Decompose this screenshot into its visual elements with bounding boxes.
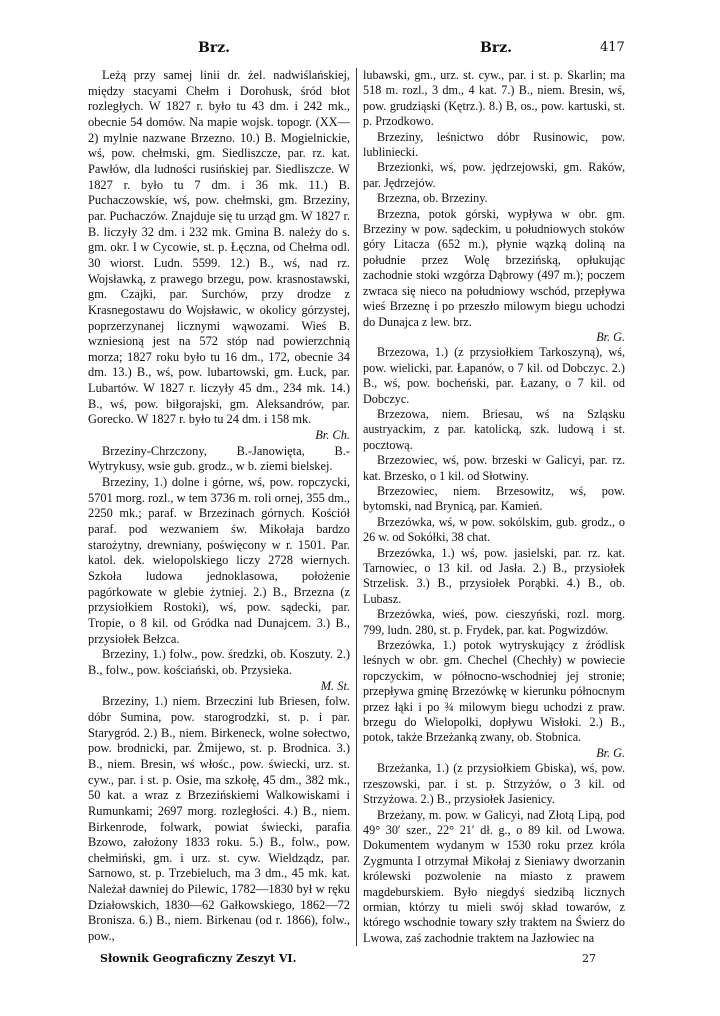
entry-paragraph: Leżą przy samej linii dr. żel. nadwiślańskiej, między stacyami Chełm i Dorohusk, śród błot rozległych. W 1827 r. było tu 43 dm. i 242 mk., obecnie 54 domów. Na mapie wojsk. topogr. (XX—2) mylnie nazwane Brzezno. 10.) B. Mogielnickie, wś, pow. chełmski, gm. Siedliszcze, par. rz. kat. Pawłów, dla ludności rusińskiej par. Siedliszcze. W 1827 r. było tu 7 dm. i 36 mk. 11.) B. Puchaczowskie, wś, pow. chełmski, gm. Brzeziny, par. Puchaczów. Znajduje się tu urząd gm. W 1827 r. B. liczyły 32 dm. i 232 mk. Gmina B. należy do s. gm. okr. I w Cycowie, st. p. Łęczna, od Chełma odl. 30 wiorst. Ludn. 5599. 12.) B., wś, nad rz. Wojsławką, z prawego brzegu, pow. krasnostawski, gm. Czajki, par. Surchów, przy drodze z Krasnegostawu do Wojsławic, w okolicy górzystej, poprzerzynanej licznymi wąwozami. Wieś B. wzniesioną jest na 572 stóp nad powierzchnią morza; 1827 roku było tu 16 dm., 172, obecnie 34 dm. 13.) B., wś, pow. lubartowski, gm. Łuck, par. Lubartów. W 1827 r. liczyły 45 dm., 234 mk. 14.) B., wś, pow. biłgorajski, gm. Aleksandrów, par. Gorecko. W 1827 r. było tu 24 dm. i 158 mk. <box>88 68 350 427</box>
entry-paragraph: Brzeziny, 1.) dolne i górne, wś, pow. ropczycki, 5701 morg. rozl., w tem 3736 m. roli ornej, 355 dm., 2250 mk.; paraf. w Brzezinach górnych. Kościół paraf. pod wezwaniem św. Mikołaja bardzo starożytny, drewniany, poświęcony w r. 1501. Par. katol. dek. wielopolskiego liczy 2728 wiernych. Szkoła ludowa jednoklasowa, położenie pagórkowate w glebie żytniej. 2.) B., Brzezna (z przysiołkiem Rostoki), wś, pow. sądecki, par. Tropie, o 8 kil. od Gródka nad Dunajcem. 3.) B., przysiołek Bełzca. <box>88 475 350 646</box>
author-signature: Br. G. <box>596 745 625 760</box>
entry-paragraph: Brzezionki, wś, pow. jędrzejowski, gm. Raków, par. Jędrzejów. <box>363 160 625 190</box>
entry-paragraph: Brzeżanka, 1.) (z przysiołkiem Gbiska), wś, pow. rzeszowski, par. i st. p. Strzyżów, o 3 kil. od Strzyżowa. 2.) B., przysiołek Jasienicy. <box>363 761 625 807</box>
entry-paragraph: lubawski, gm., urz. st. cyw., par. i st. p. Skarlin; ma 518 m. rozl., 3 dm., 4 kat. 7.) B., niem. Bresin, wś, pow. grudziąski (Kętrz.). 8.) B, os., pow. kartuski, st. p. Przodkowo. <box>363 68 625 129</box>
left-running-head: Brz. <box>198 40 231 56</box>
column-divider <box>356 68 357 946</box>
left-column <box>88 68 350 945</box>
entry-paragraph: Brzezowiec, wś, pow. brzeski w Galicyi, par. rz. kat. Brzesko, o 1 kil. od Słotwiny. <box>363 453 625 483</box>
author-signature: Br. G. <box>596 329 625 344</box>
entry-paragraph: Brzeziny, 1.) niem. Brzeczini lub Briesen, folw. dóbr Sumina, pow. starogrodzki, st. p. i par. Starygród. 2.) B., niem. Birkeneck, wolne sołectwo, pow. brodnicki, par. Żmijewo, st. p. Brodnica. 3.) B., niem. Bresin, wś włośc., pow. świecki, urz. st. cyw., par. i st. p. Osie, ma szkołę, 45 dm., 382 mk., 50 kat. a wraz z Brzezińskiemi Walkowiskami i Rumunkami; 2697 morg. rozległości. 4.) B., niem. Birkenrode, folwark, powiat świecki, parafia Bzowo, założony 1833 roku. 5.) B., folw., pow. chełmiński, gm. i urz. st. cyw. Wieldządz, par. Sarnowo, st. p. Trzebieluch, ma 3 dm., 45 mk. kat. Należał dawniej do Pilewic, 1782—1830 był w ręku Działowskich, 1830—62 Gałkowskiego, 1862—72 Bronisza. 6.) B., niem. Birkenau (od r. 1866), folw., pow., <box>88 694 350 944</box>
author-signature: Br. Ch. <box>315 428 350 443</box>
entry-paragraph: Brzezówka, wś, w pow. sokólskim, gub. grodz., o 26 w. od Sokółki, 38 chat. <box>363 514 625 545</box>
entry-paragraph: Brzezówka, 1.) wś, pow. jasielski, par. rz. kat. Tarnowiec, o 13 kil. od Jasła. 2.) B., przysiołek Strzelisk. 3.) B., przysiołek Porąbki. 4.) B., ob. Lubasz. <box>363 545 625 606</box>
entry-paragraph: Brzezna, potok górski, wypływa w obr. gm. Brzeziny w pow. sądeckim, u południowych stoków góry Litacza (652 m.), płynie wązką doliną na południe przez Wolę brzezińską, opłukując zachodnie stoki wzgórza Dąbrowy (497 m.); poczem zwraca się nieco na południowy wschód, przepływa wieś Brzeznę i po przeszło milowym biegu uchodzi do Dunajca z lew. brz. <box>363 206 625 329</box>
entry-paragraph: Brzezowiec, niem. Brzesowitz, wś, pow. bytomski, nad Brynicą, par. Kamień. <box>363 483 625 514</box>
page-number: 417 <box>600 40 625 55</box>
entry-paragraph: Brzezówka, wieś, pow. cieszyński, rozl. morg. 799, ludn. 280, st. p. Frydek, par. kat. Pogwizdów. <box>363 607 625 637</box>
entry-paragraph: Brzeziny-Chrzczony, B.-Janowięta, B.-Wytrykusy, wsie gub. grodz., w b. ziemi bielskej. <box>88 443 350 474</box>
sheet-number: 27 <box>582 952 596 965</box>
entry-paragraph: Brzezna, ob. Brzeziny. <box>377 191 488 206</box>
right-running-head: Brz. <box>480 40 513 56</box>
right-column <box>363 68 625 946</box>
entry-paragraph: Brzezowa, 1.) (z przysiołkiem Tarkoszyną), wś, pow. wielicki, par. Łapanów, o 7 kil. od Dobczyc. 2.) B., wś, pow. bocheński, par. Łazany, o 7 kil. od Dobczyc. <box>363 345 625 406</box>
author-signature: M. St. <box>320 678 350 693</box>
entry-paragraph: Brzeziny, 1.) folw., pow. średzki, ob. Koszuty. 2.) B., folw., pow. kościański, ob. Przysieka. <box>88 647 350 677</box>
entry-paragraph: Brzeziny, leśnictwo dóbr Rusinowic, pow. lubliniecki. <box>363 129 625 160</box>
series-footer: Słownik Geograficzny Zeszyt VI. <box>100 952 297 965</box>
entry-paragraph: Brzeżany, m. pow. w Galicyi, nad Złotą Lipą, pod 49° 30′ szer., 22° 21′ dł. g., o 89 kil. od Lwowa. Dokumentem wydanym w 1530 roku przez króla Zygmunta I otrzymał Mikołaj z Sieniawy dworzanin królewski pozwolenie na miasto z prawem magdeburskiem. Było niegdyś siedzibą licznych ormian, którzy tu mieli swój skład towarów, z którego wschodnie towary szły traktem na Świerz do Lwowa, zaś zachodnie traktem na Jazłowiec na <box>363 807 625 945</box>
entry-paragraph: Brzezówka, 1.) potok wytryskujący z źródlisk leśnych w obr. gm. Chechel (Chechły) w powiecie ropczyckim, w północno-wschodniej jej stronie; przepływa gminę Brzezówkę w kierunku północnym przez łąki i po ¾ milowym biegu uchodzi z praw. brzegu do Wielopolki, dopływu Wisłoki. 2.) B., potok, także Brzeżanką zwany, ob. Stobnica. <box>363 638 625 745</box>
entry-paragraph: Brzezowa, niem. Briesau, wś na Szląsku austryackim, z par. katolicką, szk. ludową i st. pocztową. <box>363 406 625 452</box>
